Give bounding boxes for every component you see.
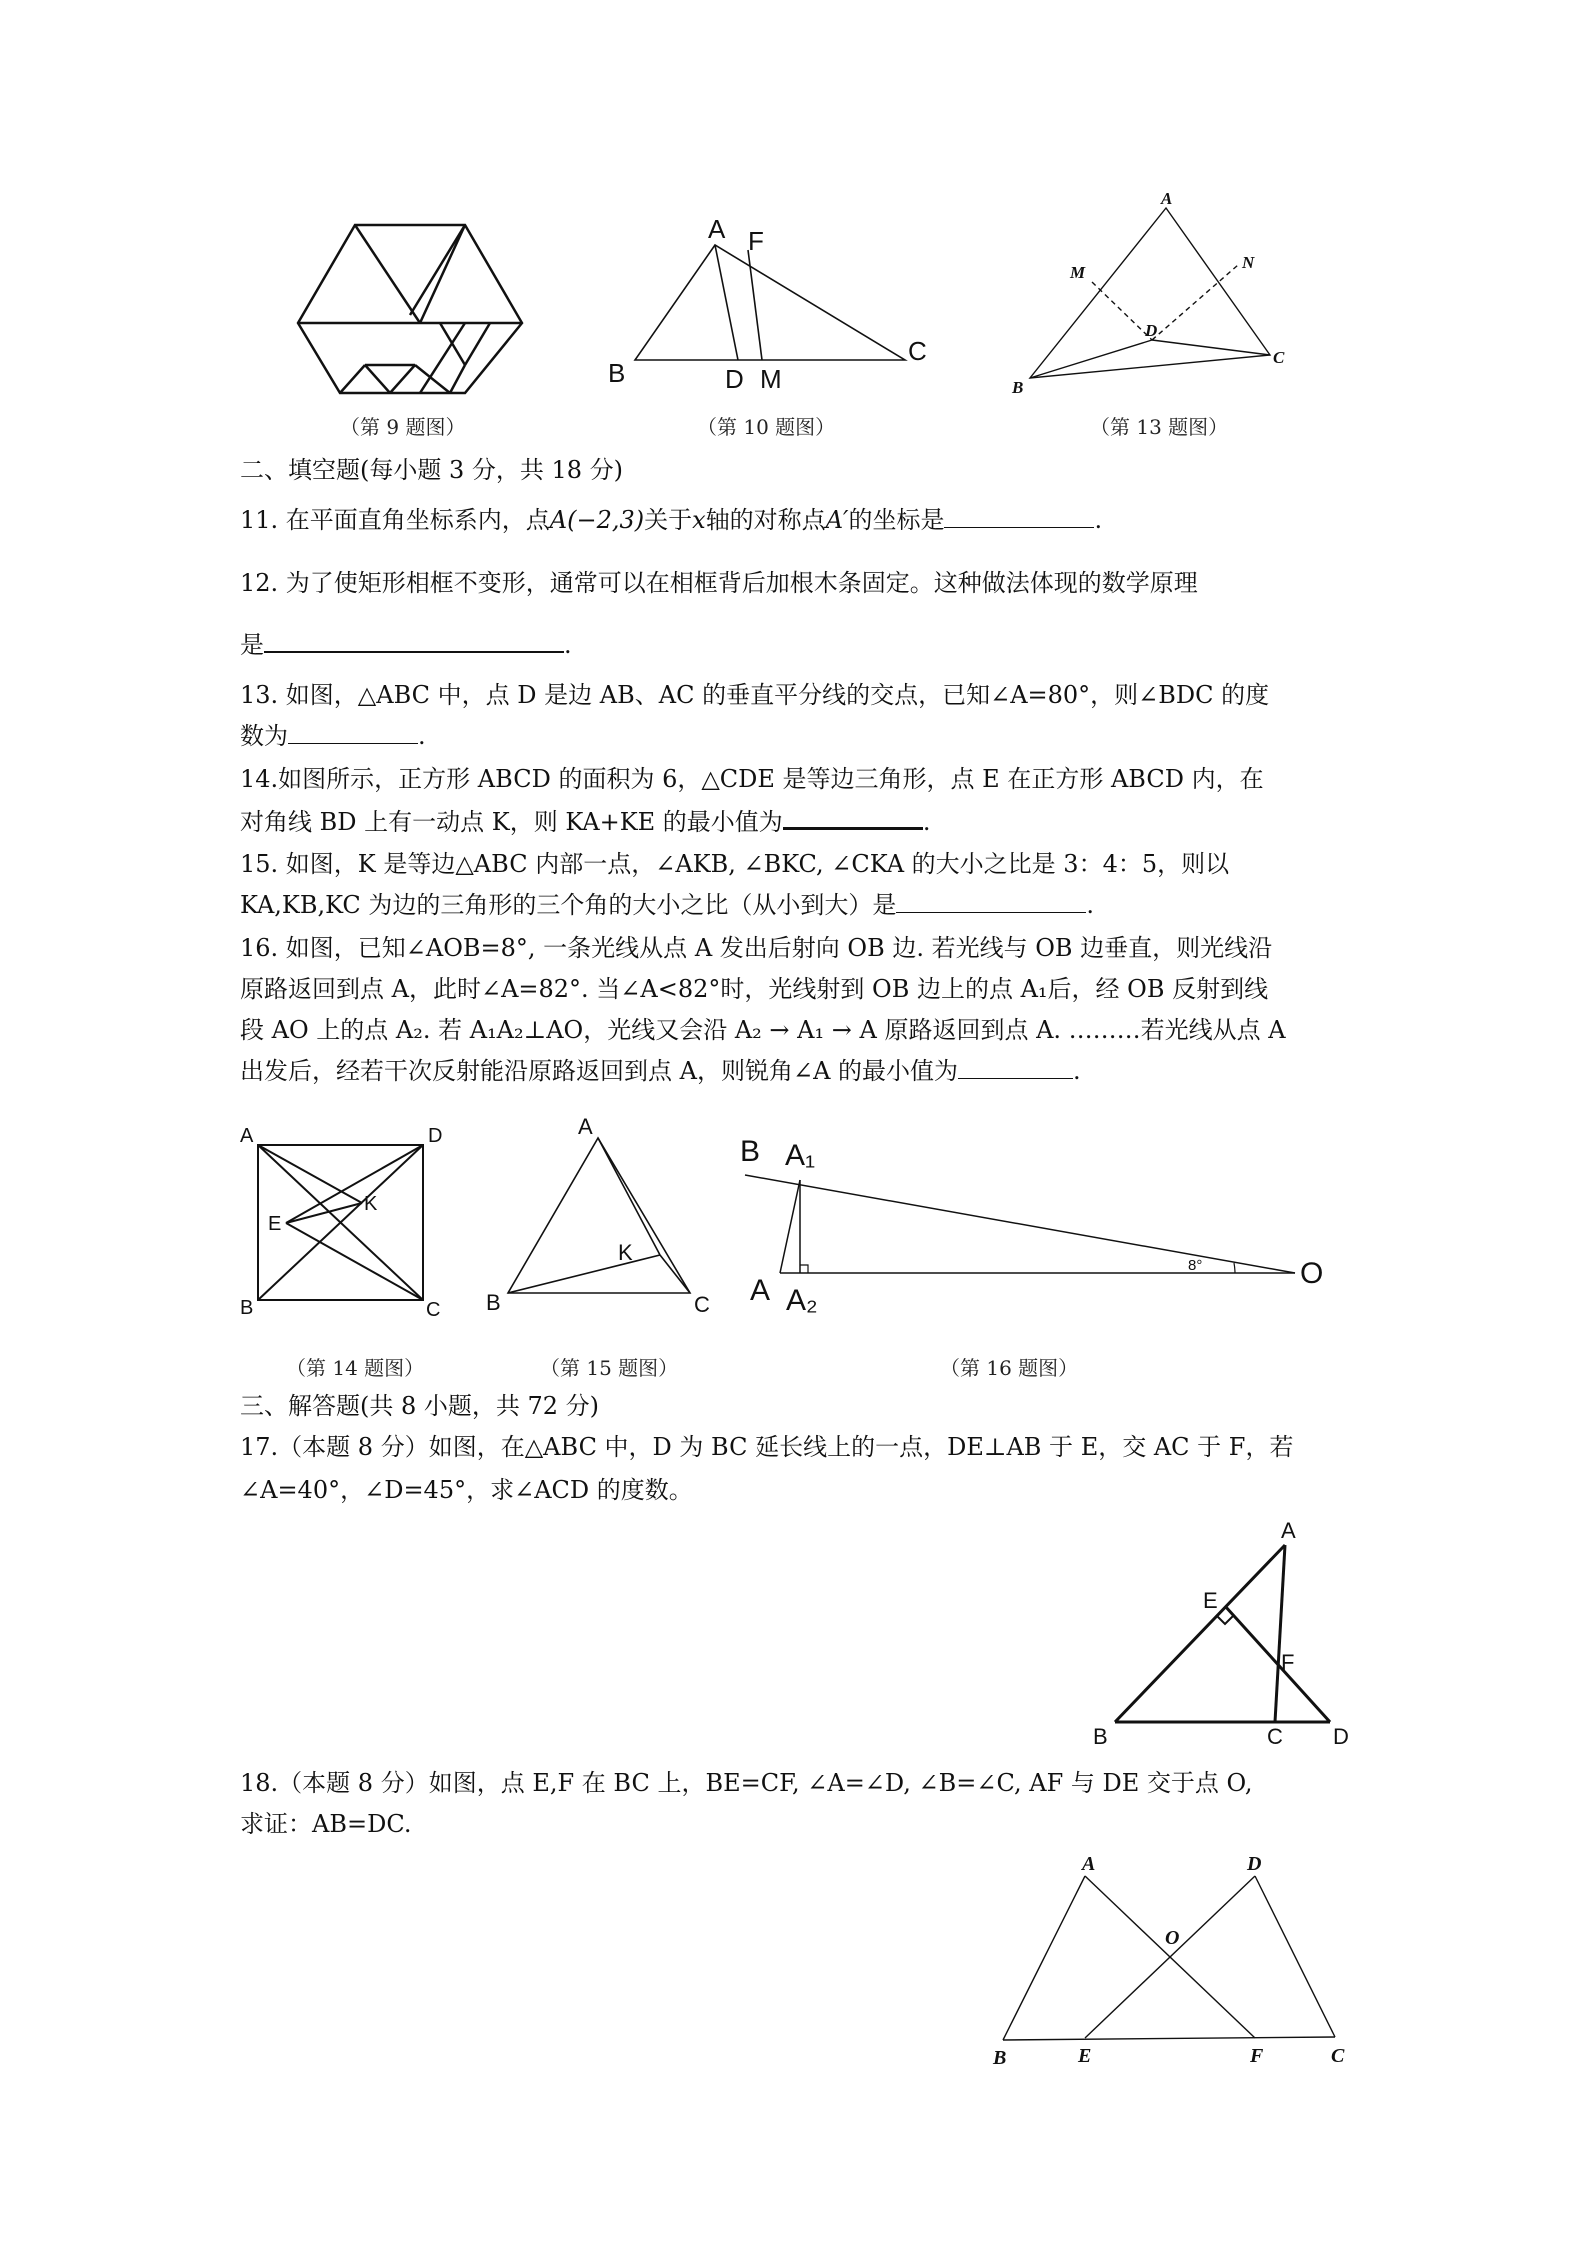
label-angle-8: 8° [1188, 1257, 1203, 1274]
figure-10 [600, 210, 930, 394]
figure-9-caption: （第 9 题图） [340, 415, 466, 439]
q13-text-pre: 数为 [240, 722, 288, 751]
q12-text-pre: 是 [240, 631, 264, 660]
label-B: B [993, 2047, 1007, 2069]
question-16-line-4 [240, 1053, 1376, 1089]
label-B: B [1093, 1724, 1108, 1749]
q16-text-pre: 出发后，经若干次反射能沿原路返回到点 A，则锐角∠A 的最小值为 [240, 1057, 959, 1086]
intersecting-triangles-diagram [985, 1840, 1360, 2080]
question-17-line-2: ∠A=40°，∠D=45°，求∠ACD 的度数。 [240, 1476, 693, 1504]
q13-end: . [418, 722, 426, 751]
figure-10-caption: （第 10 题图） [697, 415, 836, 439]
label-C: C [1273, 348, 1285, 367]
label-E: E [1078, 2045, 1092, 2067]
figure-15-caption: （第 15 题图） [540, 1356, 679, 1380]
q16-answer-blank[interactable] [958, 1053, 1073, 1079]
label-M: M [760, 364, 782, 394]
label-A: A [578, 1114, 593, 1139]
label-C: C [426, 1299, 441, 1321]
hexagon-triangles-diagram [290, 215, 530, 405]
label-D: D [1145, 321, 1158, 340]
q12-end: . [564, 631, 572, 660]
label-F: F [1250, 2045, 1264, 2067]
question-12-line-2 [240, 626, 1376, 663]
figure-18 [985, 1840, 1360, 2080]
figure-15 [480, 1110, 720, 1320]
label-K: K [364, 1193, 378, 1215]
question-14-line-2 [240, 802, 1376, 840]
label-A: A [240, 1125, 254, 1147]
label-A: A [750, 1274, 771, 1307]
label-A: A [1281, 1518, 1296, 1543]
q11-text-mid2: 轴的对称点 [705, 506, 826, 535]
question-16-line-1: 16. 如图，已知∠AOB=8°, 一条光线从点 A 发出后射向 OB 边. 若光线与 OB 边垂直，则光线沿 [240, 934, 1273, 962]
q11-text-pre: 11. 在平面直角坐标系内，点 [240, 506, 550, 535]
figure-16 [730, 1125, 1330, 1315]
triangle-abc-fig10 [600, 210, 930, 394]
figure-16-caption: （第 16 题图） [940, 1356, 1079, 1380]
figure-14 [238, 1120, 458, 1320]
label-C: C [1331, 2045, 1345, 2067]
label-C: C [908, 336, 927, 366]
label-D: D [725, 364, 744, 394]
question-13-line-1: 13. 如图，△ABC 中，点 D 是边 AB、AC 的垂直平分线的交点，已知∠A=80°，则∠BDC 的度 [240, 681, 1270, 709]
figure-13 [1000, 190, 1300, 400]
label-K: K [618, 1240, 633, 1265]
label-M: M [1070, 263, 1086, 282]
label-O: O [1165, 1927, 1180, 1949]
q14-answer-blank[interactable] [783, 802, 923, 830]
q16-end: . [1073, 1057, 1081, 1086]
q11-text-post: 的坐标是 [848, 506, 945, 535]
question-16-line-2: 原路返回到点 A，此时∠A=82°. 当∠A<82°时，光线射到 OB 边上的点 A₁后，经 OB 反射到线 [240, 975, 1269, 1003]
figure-13-caption: （第 13 题图） [1090, 415, 1229, 439]
figure-9 [290, 215, 530, 405]
label-N: N [1242, 253, 1255, 272]
question-15-line-2 [240, 887, 1376, 923]
q11-end: . [1094, 506, 1103, 535]
question-12-line-1: 12. 为了使矩形相框不变形，通常可以在相框背后加根木条固定。这种做法体现的数学原理 [240, 569, 1198, 597]
q15-answer-blank[interactable] [896, 887, 1086, 913]
label-B: B [486, 1290, 501, 1315]
label-B: B [608, 358, 626, 388]
question-11 [240, 502, 1376, 538]
label-F: F [748, 226, 764, 256]
label-D: D [1333, 1724, 1349, 1749]
q14-end: . [922, 808, 931, 837]
label-D: D [428, 1125, 443, 1147]
q11-text-mid: 关于 [644, 506, 693, 535]
label-E: E [268, 1213, 282, 1235]
label-C: C [1267, 1724, 1283, 1749]
label-E: E [1203, 1588, 1218, 1613]
square-abcd-diagram [238, 1120, 458, 1320]
q11-axis: x [692, 506, 706, 535]
section-2-heading: 二、填空题(每小题 3 分，共 18 分) [240, 456, 624, 484]
question-14-line-1: 14.如图所示，正方形 ABCD 的面积为 6，△CDE 是等边三角形，点 E 在正方形 ABCD 内，在 [240, 765, 1264, 793]
triangle-abc-problem-17 [1085, 1520, 1365, 1750]
label-O: O [1300, 1257, 1324, 1290]
section-3-heading: 三、解答题(共 8 小题，共 72 分) [240, 1392, 600, 1420]
label-A1: A₁ [785, 1139, 816, 1172]
question-13-line-2 [240, 718, 1376, 754]
q15-end: . [1086, 891, 1095, 920]
q11-point-a-prime: A′ [825, 506, 849, 535]
question-16-line-3: 段 AO 上的点 A₂. 若 A₁A₂⊥AO，光线又会沿 A₂ → A₁ → A 原路返回到点 A. ………若光线从点 A [240, 1016, 1286, 1044]
question-17-line-1: 17.（本题 8 分）如图，在△ABC 中，D 为 BC 延长线上的一点，DE⊥AB 于 E，交 AC 于 F，若 [240, 1433, 1294, 1461]
label-A: A [1161, 189, 1173, 208]
question-18-line-1: 18.（本题 8 分）如图，点 E,F 在 BC 上，BE=CF, ∠A=∠D, ∠B=∠C, AF 与 DE 交于点 O, [240, 1769, 1253, 1797]
q11-point-a: A(−2,3) [549, 506, 645, 535]
equilateral-triangle-k-diagram [480, 1110, 720, 1320]
q12-answer-blank[interactable] [264, 626, 564, 653]
label-D: D [1247, 1853, 1262, 1875]
label-B: B [1012, 378, 1024, 397]
q14-text-pre: 对角线 BD 上有一动点 K，则 KA+KE 的最小值为 [240, 808, 783, 837]
q15-text-pre: KA,KB,KC 为边的三角形的三个角的大小之比（从小到大）是 [240, 891, 897, 920]
figure-14-caption: （第 14 题图） [286, 1356, 425, 1380]
label-B: B [740, 1135, 761, 1168]
label-A2: A₂ [786, 1284, 818, 1317]
q13-answer-blank[interactable] [288, 718, 418, 744]
question-18-line-2: 求证：AB=DC. [240, 1810, 412, 1838]
question-15-line-1: 15. 如图，K 是等边△ABC 内部一点，∠AKB, ∠BKC, ∠CKA 的大小之比是 3：4：5，则以 [240, 850, 1230, 878]
triangle-abc-fig13 [1000, 190, 1300, 400]
label-A: A [708, 214, 726, 244]
label-F: F [1281, 1650, 1295, 1675]
label-A: A [1082, 1853, 1096, 1875]
q11-answer-blank[interactable] [944, 502, 1094, 528]
label-B: B [240, 1297, 254, 1319]
angle-aob-reflection-diagram [730, 1125, 1330, 1315]
figure-17 [1085, 1520, 1365, 1750]
label-C: C [694, 1292, 710, 1317]
